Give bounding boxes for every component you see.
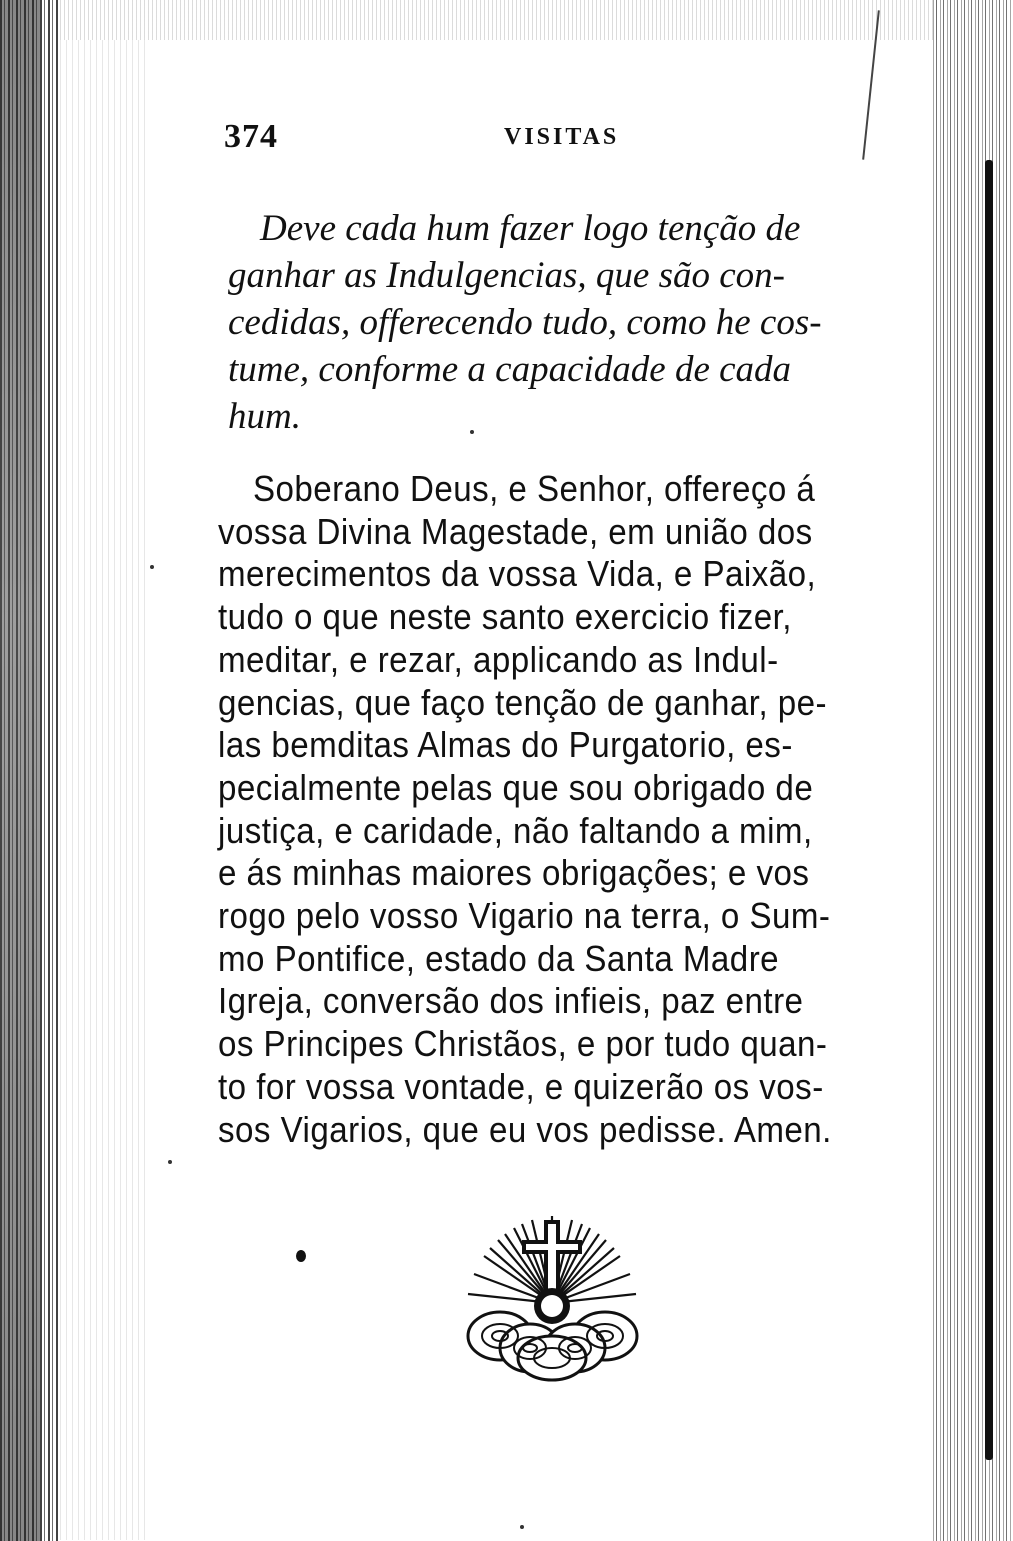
ink-speck — [470, 430, 474, 434]
prayer-line: sos Vigarios, que eu vos pedisse. Amen. — [218, 1108, 832, 1150]
prayer-line: e ás minhas maiores obrigações; e vos — [218, 852, 810, 894]
page-header — [224, 118, 864, 158]
prayer-line: gencias, que faço tenção de ganhar, pe- — [218, 681, 828, 723]
prayer-line: pecialmente pelas que sou obrigado de — [218, 766, 814, 808]
intro-line: cedidas, offerecendo tudo, como he cos- — [228, 302, 822, 343]
prayer-line: merecimentos da vossa Vida, e Paixão, — [218, 553, 817, 595]
prayer-line: meditar, e rezar, applicando as Indul- — [218, 638, 779, 680]
prayer-line: tudo o que neste santo exercicio fizer, — [218, 596, 792, 638]
intro-paragraph — [228, 205, 878, 440]
prayer-paragraph — [218, 468, 844, 1151]
ink-speck — [150, 565, 154, 569]
scan-shadow-left — [60, 40, 145, 1540]
scan-edge-top — [60, 0, 940, 40]
prayer-line: las bemditas Almas do Purgatorio, es- — [218, 724, 793, 766]
intro-line: ganhar as Indulgencias, que são con- — [228, 255, 785, 296]
scan-edge-right — [933, 0, 1013, 1541]
prayer-line: os Principes Christãos, e por tudo quan- — [218, 1023, 828, 1065]
intro-line: tume, conforme a capacidade de cada — [228, 349, 792, 390]
page-edge-bar — [985, 160, 993, 1460]
prayer-line: Soberano Deus, e Senhor, offereço á — [252, 468, 816, 509]
ink-speck — [168, 1160, 172, 1164]
prayer-line: rogo pelo vosso Vigario na terra, o Sum- — [218, 895, 831, 937]
intro-line: Deve cada hum fazer logo tenção de — [260, 208, 801, 249]
prayer-line: vossa Divina Magestade, em união dos — [218, 510, 813, 552]
intro-line: hum. — [228, 396, 301, 437]
ink-dot — [296, 1250, 306, 1262]
ink-speck — [520, 1525, 524, 1529]
running-head: VISITAS — [504, 124, 620, 150]
prayer-line: to for vossa vontade, e quizerão os vos- — [218, 1065, 824, 1107]
prayer-line: Igreja, conversão dos infieis, paz entre — [218, 980, 804, 1022]
page-number: 374 — [224, 118, 278, 155]
prayer-line: mo Pontifice, estado da Santa Madre — [218, 937, 780, 979]
cross-cloud-ornament-icon — [460, 1208, 645, 1383]
scan-binding-edge-left — [0, 0, 60, 1541]
prayer-line: justiça, e caridade, não faltando a mim, — [218, 809, 813, 851]
